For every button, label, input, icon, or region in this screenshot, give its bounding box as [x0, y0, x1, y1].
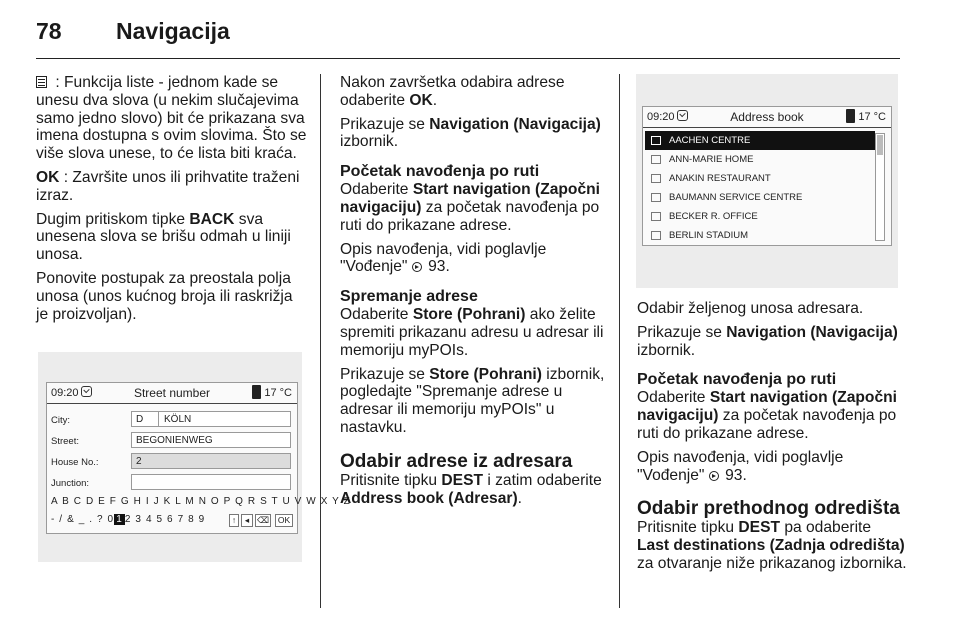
ok-button[interactable]: OK: [275, 514, 293, 527]
backspace-icon[interactable]: ⌫: [256, 515, 270, 525]
column-divider-1: [320, 74, 321, 608]
paragraph-list-function: : Funkcija liste - jednom kade se unesu dva slova (u nekim slučajevima samo jedno slovo) bit će prikazana sva imena dostupna s ovim slovima. Što se više slova unese, to će lista biti kraća.: [36, 74, 307, 163]
paragraph-menu-shown: Prikazuje se Navigation (Navigacija) izbornik.: [340, 115, 601, 151]
selected-key[interactable]: 1: [116, 514, 123, 525]
paragraph-address-book: Pritisnite tipku DEST i zatim odaberite Address book (Adresar).: [340, 471, 602, 507]
list-item[interactable]: BAUMANN SERVICE CENTRE: [645, 188, 875, 207]
cursor-arrow-icon[interactable]: ◂: [241, 514, 253, 527]
street-label: Street:: [51, 436, 79, 447]
list-item[interactable]: AACHEN CENTRE: [645, 131, 875, 150]
clock-time: 09:20: [647, 111, 675, 123]
status-bar: [643, 106, 891, 128]
city-label: City:: [51, 415, 70, 426]
list-item[interactable]: BERLIN STADIUM: [645, 226, 875, 245]
contact-icon: [651, 231, 661, 240]
column-divider-2: [619, 74, 620, 608]
paragraph-guidance-ref: Opis navođenja, vidi poglavlje "Vođenje" 93.: [340, 240, 547, 276]
address-book-screenshot: [636, 74, 898, 288]
page-reference-icon: [709, 471, 719, 481]
heading-start-guidance: Početak navođenja po ruti: [637, 371, 837, 389]
paragraph-select-entry: Odabir željenog unosa adresara.: [637, 300, 864, 317]
screen-title: Address book: [730, 110, 804, 124]
chapter-title: Navigacija: [116, 18, 230, 44]
status-bar: [47, 382, 297, 404]
heading-previous-destination: Odabir prethodnog odredišta: [637, 498, 900, 520]
up-arrow-icon[interactable]: ↑: [229, 514, 239, 527]
list-item[interactable]: BECKER R. OFFICE: [645, 207, 875, 226]
paragraph-save-address: Odaberite Store (Pohrani) ako želite spremiti prikazanu adresu u adresar ili memoriju myPOIs.: [340, 306, 604, 359]
heading-start-guidance: Početak navođenja po ruti: [340, 163, 540, 181]
house-number-field[interactable]: 2: [131, 453, 291, 469]
street-number-screenshot: [38, 352, 351, 562]
contact-icon: [651, 155, 661, 164]
address-book-list[interactable]: [645, 131, 875, 245]
page-reference-icon: [412, 262, 422, 272]
keyboard-digits-row[interactable]: - / & _ . ? 0 1 2 3 4 5 6 7 8 9 ↑ ◂ ⌫ OK: [51, 514, 295, 525]
phone-icon: [846, 109, 855, 123]
column-1: [36, 74, 308, 329]
list-item[interactable]: ANAKIN RESTAURANT: [645, 169, 875, 188]
page-number: 78: [36, 18, 62, 44]
heading-save-address: Spremanje adrese: [340, 288, 478, 306]
address-book-screen: [642, 106, 892, 246]
scrollbar-thumb[interactable]: [877, 135, 883, 155]
header-divider: [36, 58, 900, 59]
screen-title: Street number: [133, 386, 211, 400]
paragraph-start-guidance: Odaberite Start navigation (Započni navigaciju) za početak navođenja po ruti do prikazane adrese.: [637, 389, 897, 442]
paragraph-start-guidance: Odaberite Start navigation (Započni navigaciju) za početak navođenja po ruti do prikazane adrese.: [340, 181, 600, 234]
paragraph-repeat: Ponovite postupak za preostala polja unosa (unos kućnog broja ili raskrižja je proizvoljan).: [36, 269, 293, 323]
contact-icon: [651, 136, 661, 145]
contact-icon: [651, 193, 661, 202]
paragraph-previous-destination: Pritisnite tipku DEST pa odaberite Last destinations (Zadnja odredišta) za otvaranje niže prikazanog izbornika.: [637, 519, 907, 572]
junction-field[interactable]: [131, 474, 291, 490]
house-number-label: House No.:: [51, 457, 99, 468]
junction-label: Junction:: [51, 478, 90, 489]
list-scrollbar[interactable]: [875, 133, 885, 241]
paragraph-store-menu: Prikazuje se Store (Pohrani) izbornik, pogledajte "Spremanje adrese u adresar ili memoriju myPOIs" u nastavku.: [340, 365, 605, 436]
clock-time: 09:20: [51, 387, 79, 399]
paragraph-back: Dugim pritiskom tipke BACK sva unesena slova se brišu odmah u liniji unosa.: [36, 210, 291, 264]
list-icon: [36, 76, 47, 88]
contact-icon: [651, 212, 661, 221]
street-number-screen: [46, 382, 351, 534]
column-2: [340, 74, 610, 513]
paragraph-menu-shown: Prikazuje se Navigation (Navigacija) izbornik.: [637, 323, 898, 359]
paragraph-confirm: Nakon završetka odabira adrese odaberite OK.: [340, 74, 565, 109]
column-3: [637, 300, 907, 579]
phone-icon: [252, 385, 261, 399]
city-field[interactable]: D KÖLN: [131, 411, 291, 427]
keyboard-letters-row[interactable]: A B C D E F G H I J K L M N O P Q R S T U V W X Y Z: [51, 496, 351, 507]
page-header: [36, 18, 926, 62]
paragraph-guidance-ref: Opis navođenja, vidi poglavlje "Vođenje" 93.: [637, 448, 844, 484]
temperature: 17 °C: [264, 387, 292, 399]
temperature: 17 °C: [858, 111, 886, 123]
contact-icon: [651, 174, 661, 183]
street-field[interactable]: BEGONIENWEG: [131, 432, 291, 448]
list-item[interactable]: ANN-MARIE HOME: [645, 150, 875, 169]
paragraph-ok: OK : Završite unos ili prihvatite traženi izraz.: [36, 168, 300, 204]
heading-address-book: Odabir adrese iz adresara: [340, 450, 573, 472]
